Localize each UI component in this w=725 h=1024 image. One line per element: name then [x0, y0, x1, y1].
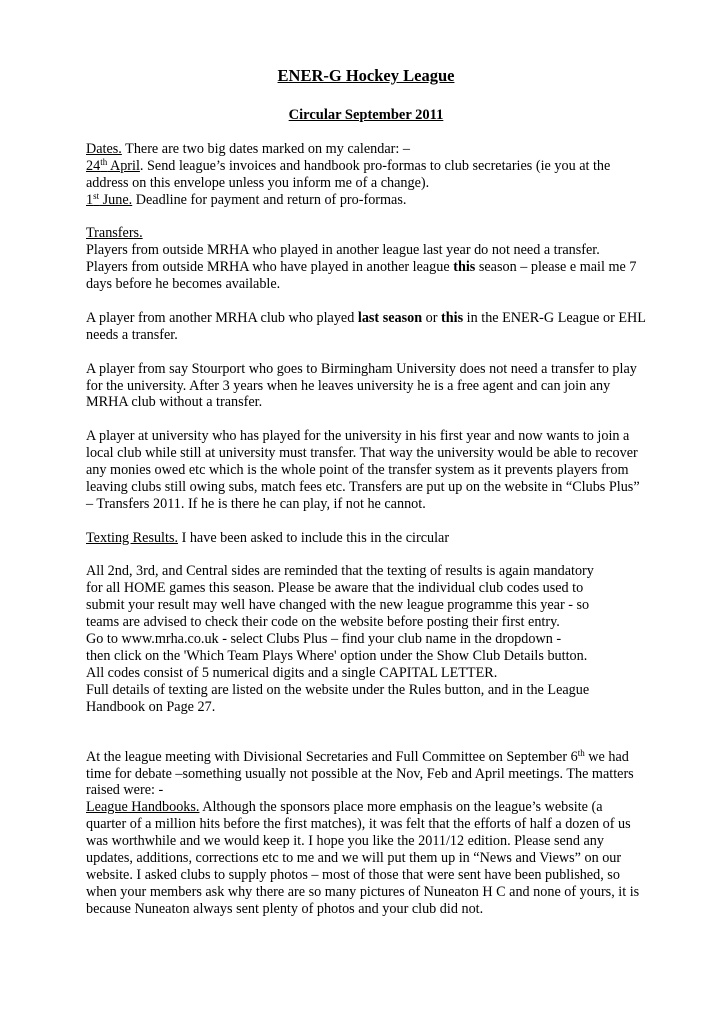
handbooks-para: League Handbooks. Although the sponsors place more emphasis on the league’s website (a quarter of a million hits before the first matches), it was felt that the efforts of half a dozen of us was worthwhile and we would keep it. I hope you like the 2011/12 edition. Please send any updates, additions, corrections etc to me and we will put them up in “News and Views” on our website. I asked clubs to supply photos – most of those that were sent have been published, so when your members ask why there are so many pictures of Nuneaton H C and none of yours, it is because Nuneaton always sent plenty of photos and your club did not.: [86, 799, 640, 917]
transfers-para-4: A player from say Stourport who goes to Birmingham University does not need a transfer to play for the university. After 3 years when he leaves university he is a free agent and can join any MRHA club without a transfer.: [86, 360, 637, 411]
document-page: [86, 66, 646, 918]
date-april-label: 24th April: [86, 156, 140, 174]
document-subtitle: Circular September 2011: [288, 107, 444, 123]
texting-line: Full details of texting are listed on the website under the Rules button, and in the League: [86, 681, 590, 698]
handbooks-heading: League Handbooks.: [86, 799, 200, 816]
transfers-para-5: A player at university who has played for the university in his first year and now wants to join a local club while still at university must transfer. That way the university would be able to recover any monies owed etc which is the whole point of the transfer system as it prevents players from leaving clubs still owing subs, match fees etc. Transfers are put up on the website in “Clubs Plus” – Transfers 2011. If he is there he can play, if not he cannot.: [86, 428, 640, 512]
spacer: [86, 124, 646, 141]
dates-heading: Dates.: [86, 140, 122, 157]
texting-line: teams are advised to check their code on the website before posting their first entry.: [86, 614, 560, 631]
spacer: [86, 293, 646, 310]
texting-line: All 2nd, 3rd, and Central sides are reminded that the texting of results is again mandatory: [86, 563, 594, 580]
date-april: 24th April. Send league’s invoices and handbook pro-formas to club secretaries (ie you at the address on this envelope unless you inform me of a change).: [86, 156, 611, 191]
texting-intro: Texting Results. I have been asked to include this in the circular: [86, 529, 450, 546]
dates-intro: Dates. There are two big dates marked on my calendar: –: [86, 140, 410, 157]
transfers-para-1: Players from outside MRHA who played in another league last year do not need a transfer.: [86, 242, 600, 259]
transfers-para-2: Players from outside MRHA who have played in another league this season – please e mail me 7 days before he becomes available.: [86, 259, 637, 293]
texting-line: Go to www.mrha.co.uk - select Clubs Plus – find your club name in the dropdown -: [86, 631, 562, 648]
date-june: 1st June. Deadline for payment and return of pro-formas.: [86, 190, 407, 208]
spacer: [86, 344, 646, 361]
document-title: ENER-G Hockey League: [277, 66, 455, 85]
texting-line: for all HOME games this season. Please be aware that the individual club codes used to: [86, 580, 584, 597]
spacer: [86, 209, 646, 226]
texting-line: submit your result may well have changed with the new league programme this year - so: [86, 597, 590, 614]
texting-heading: Texting Results.: [86, 529, 179, 546]
spacer: [86, 547, 646, 564]
spacer: [86, 411, 646, 428]
date-june-label: 1st June.: [86, 190, 133, 208]
meeting-para: At the league meeting with Divisional Secretaries and Full Committee on September 6th we had time for debate –something usually not possible at the Nov, Feb and April meetings. The matters raised were: -: [86, 747, 634, 799]
spacer: [86, 513, 646, 530]
texting-line: All codes consist of 5 numerical digits and a single CAPITAL LETTER.: [86, 664, 498, 681]
transfers-para-3: A player from another MRHA club who played last season or this in the ENER-G League or EHL needs a transfer.: [86, 309, 646, 343]
texting-line: then click on the 'Which Team Plays Where' option under the Show Club Details button.: [86, 647, 588, 664]
transfers-heading: Transfers.: [86, 225, 143, 242]
texting-line: Handbook on Page 27.: [86, 698, 216, 715]
spacer: [86, 716, 646, 749]
